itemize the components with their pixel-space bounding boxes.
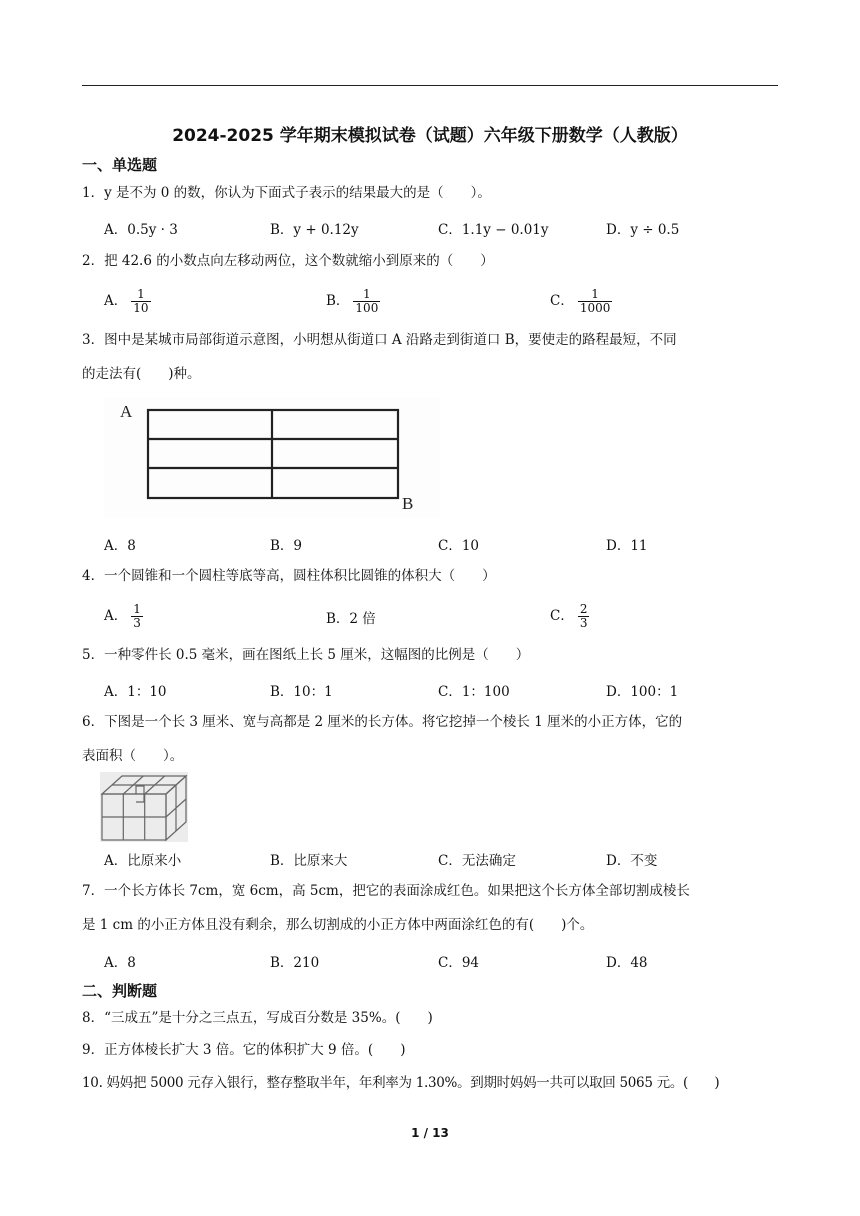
option-label: B． <box>326 293 350 309</box>
denominator: 1000 <box>579 301 611 315</box>
option-a <box>104 288 151 315</box>
option-a: A．8 <box>104 538 136 554</box>
section-heading-single-choice: 一、单选题 <box>82 156 158 174</box>
question-3-line-1: 3．图中是某城市局部街道示意图，小明想从街道口 A 沿路走到街道口 B，要使走的路程最短，不同 <box>82 332 677 348</box>
numerator: 2 <box>579 602 588 616</box>
option-label: C． <box>550 293 574 309</box>
fraction <box>131 603 143 630</box>
option-a: A．比原来小 <box>104 853 182 869</box>
fraction <box>578 288 613 315</box>
option-c <box>550 603 589 630</box>
option-d: D．11 <box>606 538 648 554</box>
page-title: 2024-2025 学年期末模拟试卷（试题）六年级下册数学（人教版） <box>172 126 688 146</box>
option-b: B．10：1 <box>270 684 333 700</box>
question-5: 5．一种零件长 0.5 毫米，画在图纸上长 5 厘米，这幅图的比例是（ ） <box>82 647 530 663</box>
option-b: B．2 倍 <box>326 611 376 627</box>
question-7-line-2: 是 1 cm 的小正方体且没有剩余，那么切割成的小正方体中两面涂红色的有( )个。 <box>82 917 594 933</box>
option-a: A．1：10 <box>104 684 167 700</box>
denominator: 3 <box>133 616 141 630</box>
header-rule <box>82 85 778 86</box>
question-1: 1．y 是不为 0 的数，你认为下面式子表示的结果最大的是（ ）。 <box>82 185 491 201</box>
page-number: 1 / 13 <box>411 1126 449 1140</box>
option-b <box>326 288 380 315</box>
option-c: C．94 <box>438 955 480 971</box>
option-b: B．9 <box>270 538 303 554</box>
numerator: 1 <box>133 602 141 616</box>
option-b: B．210 <box>270 955 320 971</box>
option-b: B．y + 0.12y <box>270 222 359 238</box>
option-c: C．1：100 <box>438 684 510 700</box>
option-d: D．不变 <box>606 853 658 869</box>
option-label: A． <box>104 608 128 624</box>
option-d: D．y ÷ 0.5 <box>606 222 680 238</box>
question-9: 9．正方体棱长扩大 3 倍。它的体积扩大 9 倍。( ) <box>82 1042 406 1058</box>
option-c <box>550 288 612 315</box>
cuboid-figure <box>100 772 188 842</box>
option-a: A．8 <box>104 955 136 971</box>
question-10: 10. 妈妈把 5000 元存入银行，整存整取半年，年利率为 1.30%。到期时妈妈一共可以取回 5065 元。( ) <box>82 1075 720 1091</box>
section-heading-true-false: 二、判断题 <box>82 982 158 1000</box>
question-4: 4．一个圆锥和一个圆柱等底等高，圆柱体积比圆锥的体积大（ ） <box>82 568 496 584</box>
option-d: D．48 <box>606 955 648 971</box>
option-c: C．1.1y − 0.01y <box>438 222 549 238</box>
option-a <box>104 603 143 630</box>
question-8: 8．“三成五”是十分之三点五，写成百分数是 35%。( ) <box>82 1010 433 1026</box>
point-a-label: A <box>120 402 133 421</box>
street-grid-figure <box>104 398 440 518</box>
fraction <box>578 603 590 630</box>
question-3-line-2: 的走法有( )种。 <box>82 366 201 382</box>
question-6-line-2: 表面积（ ）。 <box>82 748 184 764</box>
option-a: A．0.5y · 3 <box>104 222 178 238</box>
option-d: D．100：1 <box>606 684 679 700</box>
option-c: C．无法确定 <box>438 853 516 869</box>
denominator: 100 <box>355 301 379 315</box>
numerator: 1 <box>353 288 380 302</box>
option-label: C． <box>550 608 574 624</box>
option-c: C．10 <box>438 538 480 554</box>
option-label: A． <box>104 293 128 309</box>
point-b-label: B <box>402 494 414 513</box>
question-2: 2．把 42.6 的小数点向左移动两位，这个数就缩小到原来的（ ） <box>82 253 494 269</box>
denominator: 10 <box>133 301 149 315</box>
denominator: 3 <box>579 616 588 630</box>
fraction <box>353 288 380 315</box>
option-b: B．比原来大 <box>270 853 348 869</box>
question-7-line-1: 7．一个长方体长 7cm，宽 6cm，高 5cm，把它的表面涂成红色。如果把这个长方体全部切割成棱长 <box>82 883 690 899</box>
numerator: 1 <box>578 288 613 302</box>
fraction <box>131 288 150 315</box>
numerator: 1 <box>131 288 150 302</box>
question-6-line-1: 6．下图是一个长 3 厘米、宽与高都是 2 厘米的长方体。将它挖掉一个棱长 1 厘米的小正方体，它的 <box>82 714 683 730</box>
